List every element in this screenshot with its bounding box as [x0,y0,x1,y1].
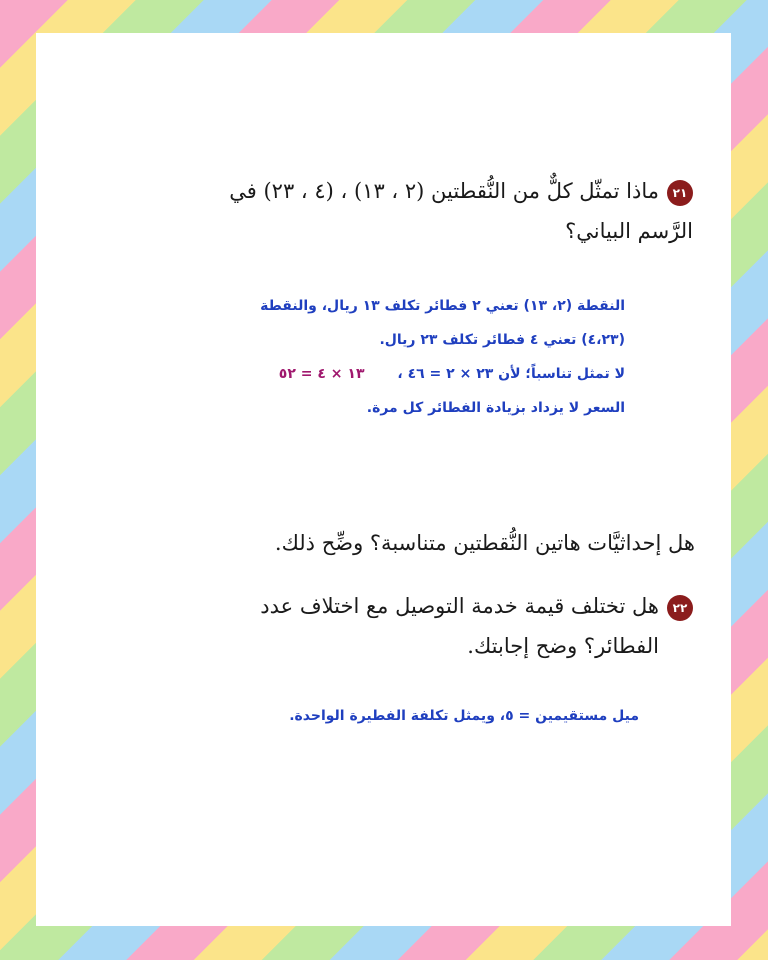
answer-22: ميل مستقيمين = ٥، ويمثل تكلفة الفطيرة الواحدة. [289,708,639,724]
answer-21-line-2: (٤،٢٣) تعني ٤ فطائر تكلف ٢٣ ريال. [379,332,625,348]
question-22-line-2: الفطائر؟ وضح إجابتك. [467,634,659,658]
answer-21-line-1: النقطة (٢، ١٣) تعني ٢ فطائر تكلف ١٣ ريال، والنقطة [260,298,625,314]
answer-21-line-3-text: لا تمثل تناسباً؛ لأن ٢٣ × ٢ = ٤٦ ، [397,366,625,382]
question-21-number-badge: ٢١ [667,180,693,206]
question-22-text-1: هل تختلف قيمة خدمة التوصيل مع اختلاف عدد [260,594,659,618]
answer-21-formula: ١٣ × ٤ = ٥٢ [278,366,365,382]
question-22-line-1 [73,586,693,626]
answer-21-line-4: السعر لا يزداد بزيادة الفطائر كل مرة. [366,400,625,416]
answer-21 [65,289,625,425]
question-22-number-badge: ٢٢ [667,595,693,621]
question-21-line-1 [73,171,693,211]
proportion-question: هل إحداثيَّات هاتين النُّقطتين متناسبة؟ وضِّح ذلك. [274,531,695,555]
question-21-text-1: ماذا تمثّل كلٌّ من النُّقطتين (٢ ، ١٣) ، (٤ ، ٢٣) في [229,179,659,203]
question-21 [73,171,693,251]
worksheet-page [36,33,731,926]
question-22 [73,586,693,666]
answer-21-line-3 [65,357,625,391]
question-21-line-2: الرَّسم البياني؟ [565,219,693,243]
